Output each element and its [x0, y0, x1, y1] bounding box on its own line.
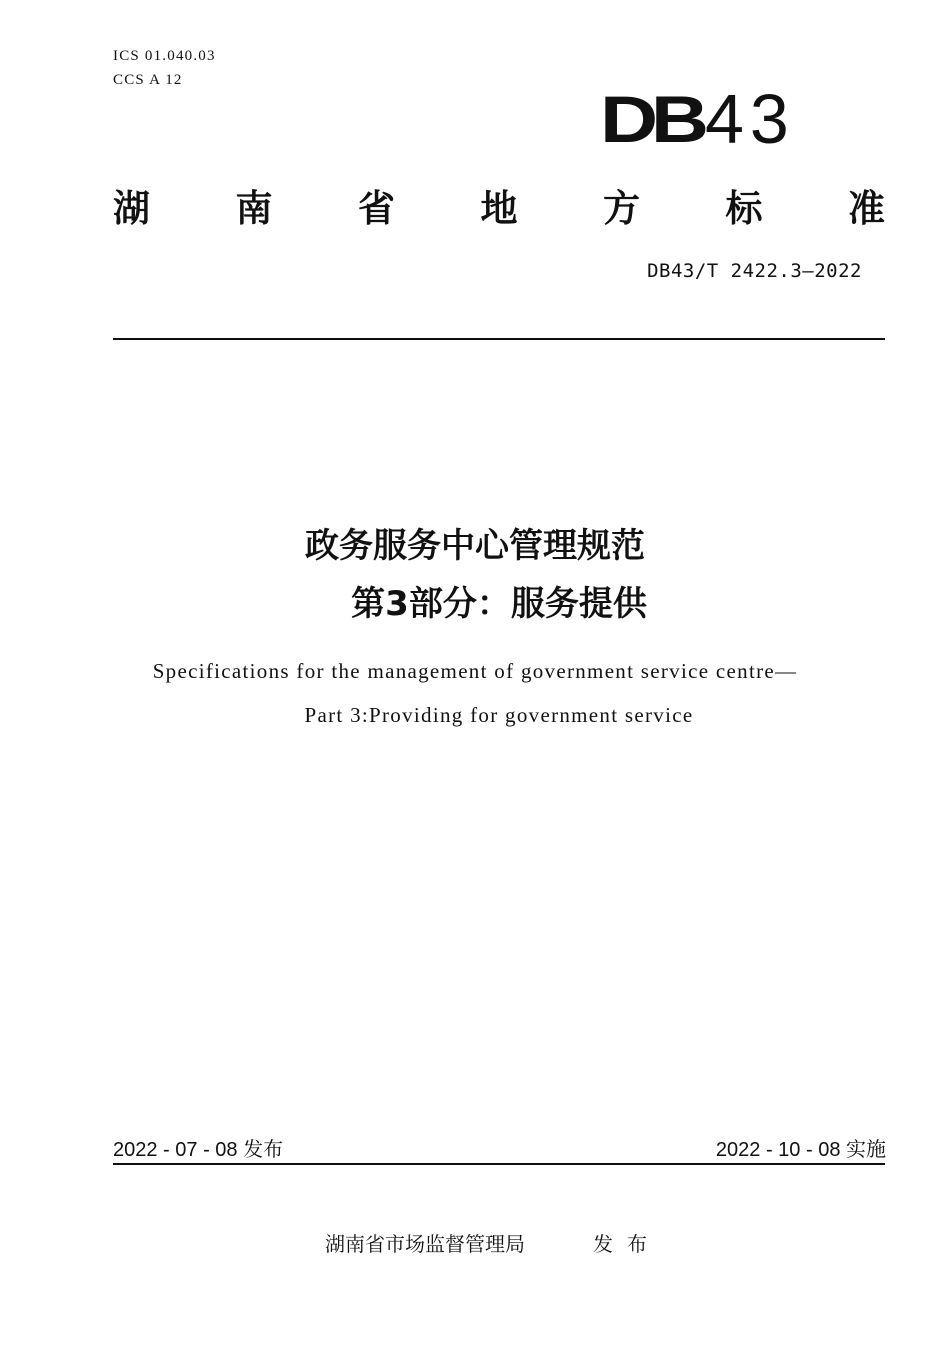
header-char: 湖	[113, 187, 150, 230]
bottom-divider	[113, 1163, 885, 1165]
standard-number: DB43/T 2422.3—2022	[647, 260, 862, 282]
db-logo	[600, 80, 795, 158]
chinese-title-line-2: 第3部分：服务提供	[351, 584, 647, 624]
english-title-line-2: Part 3:Providing for government service	[304, 703, 694, 727]
top-divider	[113, 338, 885, 340]
header-char: 标	[725, 187, 763, 230]
standard-category-title	[113, 178, 885, 232]
header-char: 省	[358, 187, 395, 230]
implementation-date: 2022 - 10 - 08 实施	[715, 1139, 886, 1161]
english-title-line-1: Specifications for the management of government service centre—	[152, 659, 798, 683]
header-char: 方	[603, 187, 640, 230]
logo-number: 43	[705, 80, 795, 158]
classification-codes	[113, 44, 216, 92]
header-char: 地	[480, 187, 518, 230]
chinese-title-line-1: 政务服务中心管理规范	[305, 526, 645, 566]
release-date: 2022 - 07 - 08 发布	[113, 1139, 284, 1161]
header-char: 南	[235, 187, 273, 230]
logo-prefix: DB	[600, 82, 702, 156]
issue-label: 发布	[593, 1232, 661, 1256]
ccs-code: CCS A 12	[113, 72, 183, 88]
header-char: 准	[848, 187, 885, 230]
ics-code: ICS 01.040.03	[113, 48, 216, 64]
issuing-authority: 湖南省市场监督管理局	[325, 1232, 525, 1256]
